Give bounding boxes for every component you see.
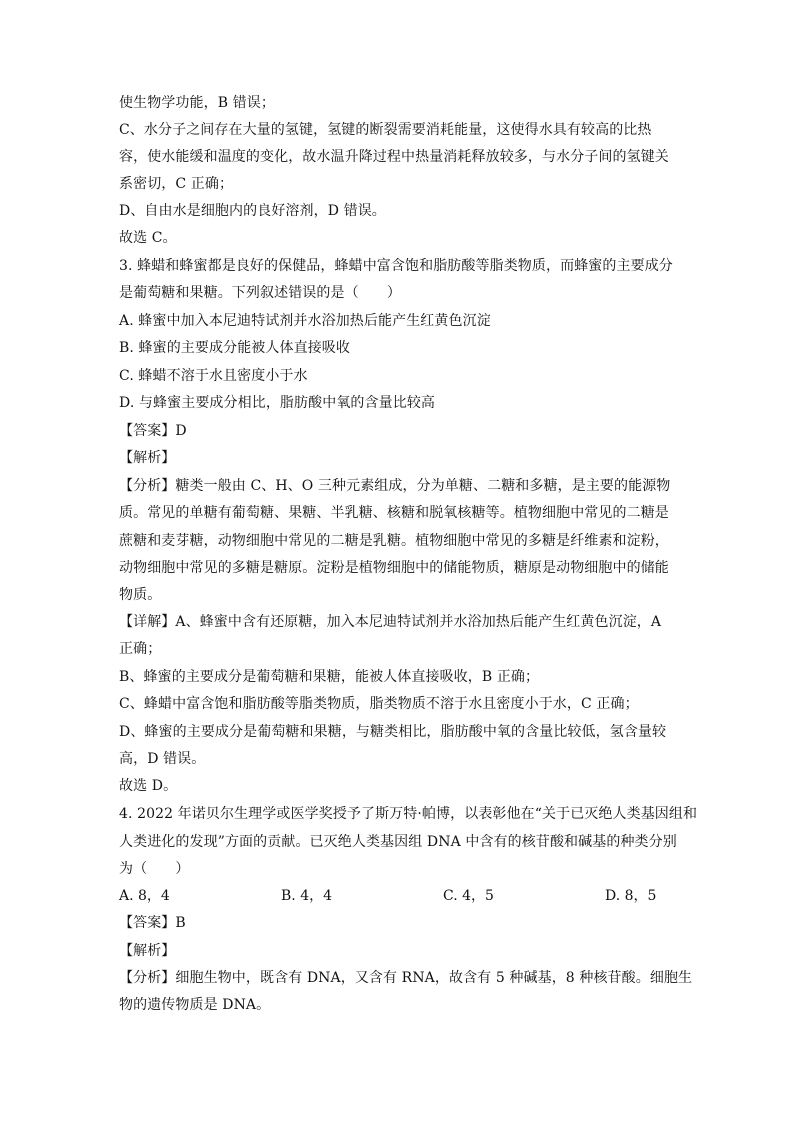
text-line: 故选 C。 xyxy=(119,230,177,246)
option-line: D. 与蜂蜜主要成分相比，脂肪酸中氧的含量比较高 xyxy=(119,395,436,411)
text-line: 容，使水能缓和温度的变化，故水温升降过程中热量消耗释放较多，与水分子间的氢键关 xyxy=(119,149,669,165)
text-line: 【分析】细胞生物中，既含有 DNA，又含有 RNA，故含有 5 种碱基，8 种核苷酸。细胞生 xyxy=(119,970,693,986)
text-line: C、水分子之间存在大量的氢键，氢键的断裂需要消耗能量，这使得水具有较高的比热 xyxy=(119,122,652,138)
text-line: 物的遗传物质是 DNA。 xyxy=(119,997,271,1013)
question-stem: 4. 2022 年诺贝尔生理学或医学奖授予了斯万特·帕博，以表彰他在“关于已灭绝人类基因组和 xyxy=(119,806,698,822)
text-line: 系密切，C 正确； xyxy=(119,176,234,192)
question-stem: 为（ ） xyxy=(119,861,190,877)
text-line: 使生物学功能，B 错误； xyxy=(119,95,275,111)
text-line: 物质。 xyxy=(119,587,162,603)
text-line: 【详解】A、蜂蜜中含有还原糖，加入本尼迪特试剂并水浴加热后能产生红黄色沉淀，A xyxy=(119,614,662,630)
text-line: 正确； xyxy=(119,641,162,657)
text-line: D、自由水是细胞内的良好溶剂，D 错误。 xyxy=(119,203,386,219)
option-line: B. 蜂蜜的主要成分能被人体直接吸收 xyxy=(119,340,350,356)
options-row xyxy=(119,886,679,906)
text-line: 蔗糖和麦芽糖，动物细胞中常见的二糖是乳糖。植物细胞中常见的多糖是纤维素和淀粉， xyxy=(119,533,669,549)
answer-label: 【答案】B xyxy=(119,915,186,931)
question-stem: 人类进化的发现”方面的贡献。已灭绝人类基因组 DNA 中含有的核苷酸和碱基的种类分别 xyxy=(119,834,677,850)
option-line: C. 蜂蜡不溶于水且密度小于水 xyxy=(119,368,308,384)
text-line: D、蜂蜜的主要成分是葡萄糖和果糖，与糖类相比，脂肪酸中氧的含量比较低，氢含量较 xyxy=(119,724,667,740)
text-line: B、蜂蜜的主要成分是葡萄糖和果糖，能被人体直接吸收，B 正确； xyxy=(119,669,540,685)
text-line: 质。常见的单糖有葡萄糖、果糖、半乳糖、核糖和脱氧核糖等。植物细胞中常见的二糖是 xyxy=(119,505,669,521)
text-line: 故选 D。 xyxy=(119,778,178,794)
option-d: D. 8，5 xyxy=(605,888,657,904)
answer-label: 【答案】D xyxy=(119,423,187,439)
question-stem: 3. 蜂蜡和蜂蜜都是良好的保健品，蜂蜡中富含饱和脂肪酸等脂类物质，而蜂蜜的主要成分 xyxy=(119,258,673,274)
analysis-label: 【解析】 xyxy=(119,943,176,959)
option-line: A. 蜂蜜中加入本尼迪特试剂并水浴加热后能产生红黄色沉淀 xyxy=(119,313,491,329)
option-a: A. 8，4 xyxy=(119,888,170,904)
analysis-label: 【解析】 xyxy=(119,450,176,466)
question-stem: 是葡萄糖和果糖。下列叙述错误的是（ ） xyxy=(119,285,401,301)
text-line: C、蜂蜡中富含饱和脂肪酸等脂类物质，脂类物质不溶于水且密度小于水，C 正确； xyxy=(119,696,639,712)
option-b: B. 4，4 xyxy=(281,888,333,904)
text-line: 高，D 错误。 xyxy=(119,751,206,767)
option-c: C. 4，5 xyxy=(443,888,494,904)
text-line: 动物细胞中常见的多糖是糖原。淀粉是植物细胞中的储能物质，糖原是动物细胞中的储能 xyxy=(119,560,669,576)
text-line: 【分析】糖类一般由 C、H、O 三种元素组成，分为单糖、二糖和多糖，是主要的能源物 xyxy=(119,478,671,494)
